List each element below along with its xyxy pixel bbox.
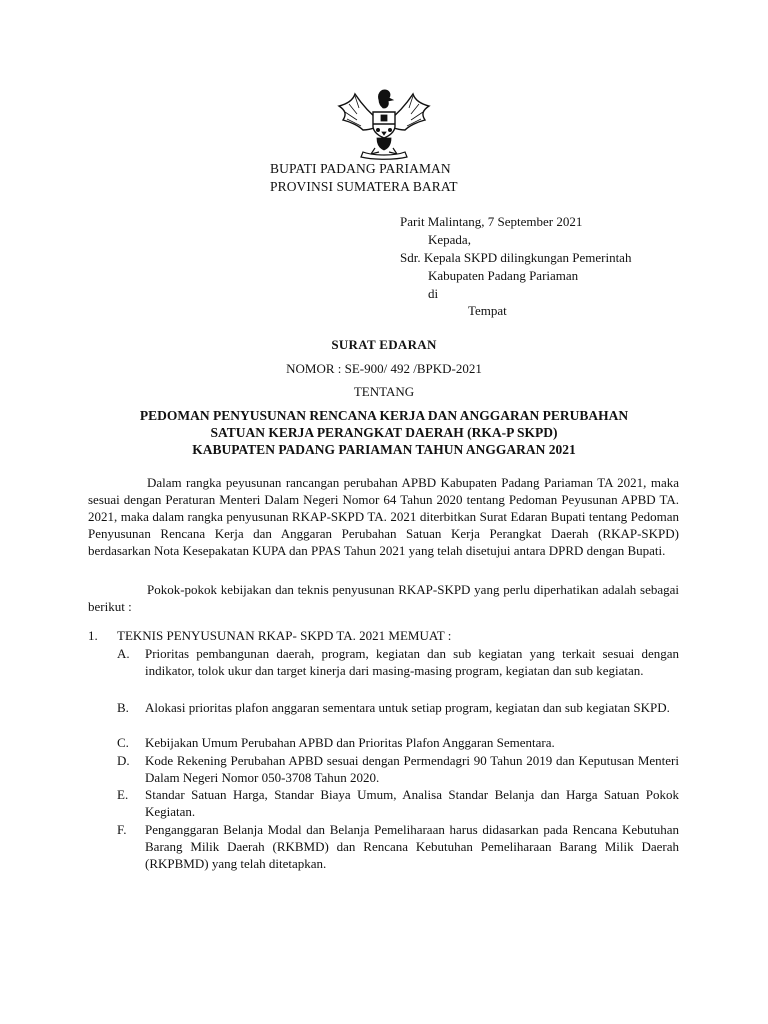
- issuer-province: PROVINSI SUMATERA BARAT: [270, 179, 458, 194]
- list-item: D. Kode Rekening Perubahan APBD sesuai dengan Permendagri 90 Tahun 2019 dan Keputusan Menteri Dalam Negeri Nomor 050-3708 Tahun 2020.: [117, 753, 679, 785]
- recipient-line-2: Kabupaten Padang Pariaman: [428, 268, 579, 283]
- body-paragraph-1: Dalam rangka peyusunan rancangan perubahan APBD Kabupaten Padang Pariaman TA 2021, maka sesuai dengan Peraturan Menteri Dalam Negeri Nomor 64 Tahun 2020 tentang Pedoman Peyusunan APBD TA. 2021, maka dalam rangka penyusunan RKAP-SKPD TA. 2021 diterbitkan Surat Edaran Bupati tentang Pedoman Penyusunan Rencana Kerja dan Anggaran Perubahan Satuan Kerja Perangkat Daerah (RKAP-SKPD) berdasarkan Nota Kesepakatan KUPA dan PPAS Tahun 2021 yang telah disetujui antara DPRD dengan Bupati.: [88, 475, 679, 558]
- document-subject-line-3: KABUPATEN PADANG PARIAMAN TAHUN ANGGARAN 2021: [192, 442, 576, 457]
- recipient-place: Tempat: [468, 303, 507, 318]
- recipient-di: di: [428, 286, 439, 301]
- document-subject-line-2: SATUAN KERJA PERANGKAT DAERAH (RKA-P SKPD): [210, 425, 558, 440]
- recipient-line-1: Sdr. Kepala SKPD dilingkungan Pemerintah: [400, 250, 632, 265]
- garuda-emblem-icon: [333, 86, 435, 160]
- body-paragraph-2: Pokok-pokok kebijakan dan teknis penyusunan RKAP-SKPD yang perlu diperhatikan adalah sebagai berikut :: [88, 582, 679, 614]
- list-item: F. Penganggaran Belanja Modal dan Belanja Pemeliharaan harus didasarkan pada Rencana Kebutuhan Barang Milik Daerah (RKBMD) dan Rencana Kebutuhan Pemeliharaan Barang Milik Daerah (RKPBMD) yang telah ditetapkan.: [117, 822, 679, 871]
- list-item: A. Prioritas pembangunan daerah, program, kegiatan dan sub kegiatan yang terkait sesuai dengan indikator, tolok ukur dan target kinerja dari masing-masing program, kegiatan dan sub kegiatan.: [117, 646, 679, 678]
- document-type: SURAT EDARAN: [331, 337, 437, 352]
- list-item: B. Alokasi prioritas plafon anggaran sementara untuk setiap program, kegiatan dan sub kegiatan SKPD.: [117, 700, 670, 715]
- document-number: NOMOR : SE-900/ 492 /BPKD-2021: [286, 361, 482, 376]
- letter-date: Parit Malintang, 7 September 2021: [400, 214, 583, 229]
- list-heading: 1. TEKNIS PENYUSUNAN RKAP- SKPD TA. 2021 MEMUAT :: [88, 628, 452, 643]
- recipient-salutation: Kepada,: [428, 232, 471, 247]
- issuer-title: BUPATI PADANG PARIAMAN: [270, 161, 451, 176]
- list-item: E. Standar Satuan Harga, Standar Biaya Umum, Analisa Standar Belanja dan Harga Satuan Pokok Kegiatan.: [117, 787, 679, 819]
- document-about: TENTANG: [353, 384, 415, 399]
- document-subject-line-1: PEDOMAN PENYUSUNAN RENCANA KERJA DAN ANGGARAN PERUBAHAN: [139, 408, 629, 423]
- list-item: C. Kebijakan Umum Perubahan APBD dan Prioritas Plafon Anggaran Sementara.: [117, 735, 555, 750]
